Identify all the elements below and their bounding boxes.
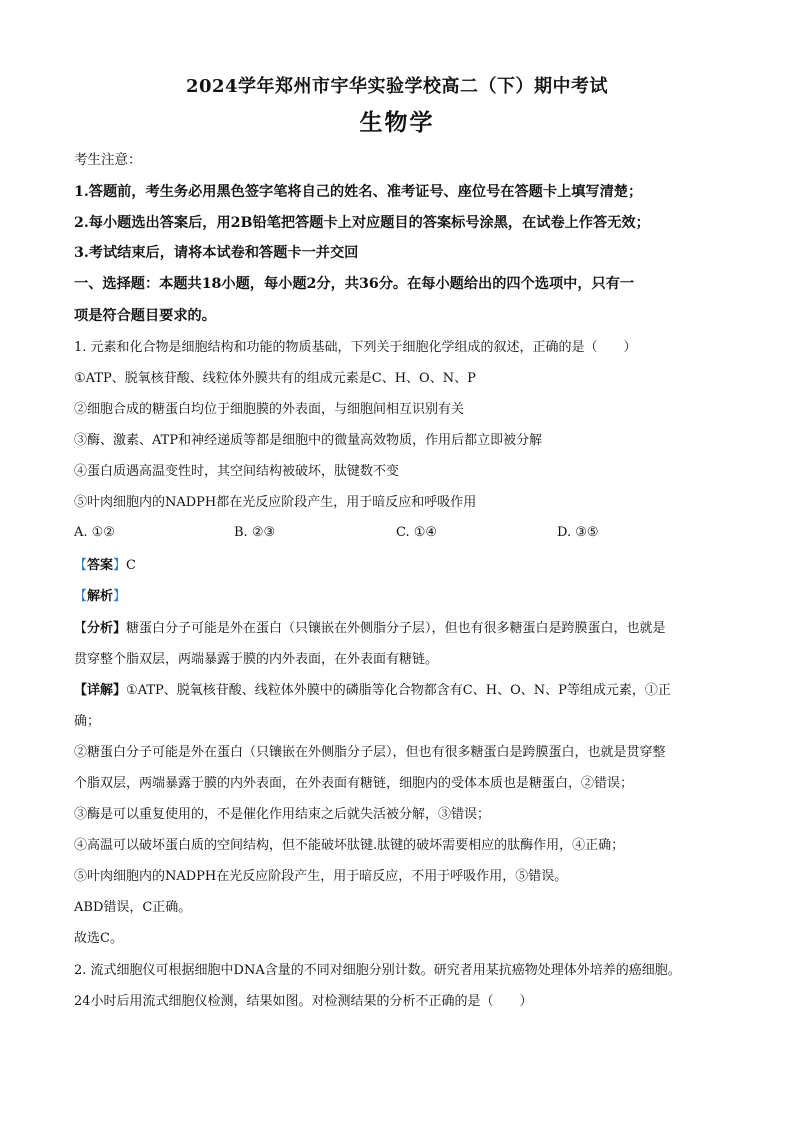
subject-title: 生物学 — [359, 109, 435, 136]
fenxi-tag: 分析 — [87, 621, 114, 636]
analysis-tag: 解析 — [87, 589, 114, 604]
q1-detail-line-7: ⑤叶肉细胞内的NADPH在光反应阶段产生，用于暗反应，不用于呼吸作用，⑤错误。 — [74, 869, 568, 884]
q1-fenxi-line-2: 贯穿整个脂双层，两端暴露于膜的内外表面，在外表面有糖链。 — [74, 652, 439, 667]
q1-detail-line-6: ④高温可以破坏蛋白质的空间结构，但不能破坏肽键.肽键的破坏需要相应的肽酶作用，④正确； — [74, 838, 625, 853]
q1-option-c: C. ①④ — [396, 525, 438, 540]
q1-statement-2: ②细胞合成的糖蛋白均位于细胞膜的外表面，与细胞间相互识别有关 — [74, 402, 465, 417]
q1-analysis-heading: 【解析】 — [74, 589, 127, 604]
exam-title: 2024学年郑州市宇华实验学校高二（下）期中考试 — [185, 76, 609, 97]
q2-stem-line-1: 2. 流式细胞仪可根据细胞中DNA含量的不同对细胞分别计数。研究者用某抗癌物处理体外培养的癌细胞。 — [74, 963, 681, 978]
q1-option-a: A. ①② — [74, 525, 115, 540]
q1-statement-1: ①ATP、脱氧核苷酸、线粒体外膜共有的组成元素是C、H、O、N、P — [74, 371, 476, 386]
q1-detail-line-3: ②糖蛋白分子可能是外在蛋白（只镶嵌在外侧脂分子层），但也有很多糖蛋白是跨膜蛋白，也就是贯穿整 — [74, 745, 666, 760]
q1-detail-line-5: ③酶是可以重复使用的，不是催化作用结束之后就失活被分解，③错误； — [74, 807, 491, 822]
answer-value: C — [126, 558, 136, 573]
section-heading-line2: 项是符合题目要求的。 — [74, 308, 216, 324]
q1-detail-line-2: 确； — [74, 714, 101, 729]
q1-statement-4: ④蛋白质遇高温变性时，其空间结构被破坏，肽键数不变 — [74, 464, 400, 479]
notice-item-1: 1.答题前，考生务必用黑色签字笔将自己的姓名、准考证号、座位号在答题卡上填写清楚； — [74, 184, 643, 200]
q1-statement-5: ⑤叶肉细胞内的NADPH都在光反应阶段产生，用于暗反应和呼吸作用 — [74, 495, 477, 510]
notice-item-2: 2.每小题选出答案后，用2B铅笔把答题卡上对应题目的答案标号涂黑，在试卷上作答无效； — [74, 215, 650, 231]
q1-detail-line-8: ABD错误，C正确。 — [74, 900, 192, 915]
answer-tag: 答案 — [87, 558, 114, 573]
q2-stem-line-2: 24小时后用流式细胞仪检测，结果如图。对检测结果的分析不正确的是（ ） — [74, 994, 533, 1009]
q1-option-d: D. ③⑤ — [557, 525, 599, 540]
notice-heading: 考生注意： — [74, 152, 142, 168]
q1-detail-line-9: 故选C。 — [74, 931, 123, 946]
q1-stem: 1. 元素和化合物是细胞结构和功能的物质基础，下列关于细胞化学组成的叙述，正确的是（ ） — [74, 340, 637, 355]
q1-option-b: B. ②③ — [234, 525, 276, 540]
detail-tag: 详解 — [87, 683, 114, 698]
section-heading-line1: 一、选择题：本题共18小题，每小题2分，共36分。在每小题给出的四个选项中，只有一 — [74, 276, 635, 292]
q1-detail-line-4: 个脂双层，两端暴露于膜的内外表面，在外表面有糖链，细胞内的受体本质也是糖蛋白，②错误； — [74, 776, 634, 791]
q1-statement-3: ③酶、激素、ATP和神经递质等都是细胞中的微量高效物质，作用后都立即被分解 — [74, 433, 543, 448]
q1-answer: 【答案】C — [74, 558, 136, 573]
q1-fenxi-line-1: 【分析】糖蛋白分子可能是外在蛋白（只镶嵌在外侧脂分子层），但也有很多糖蛋白是跨膜蛋白，也就是 — [74, 621, 666, 636]
q1-detail-line-1: 【详解】①ATP、脱氧核苷酸、线粒体外膜中的磷脂等化合物都含有C、H、O、N、P等组成元素，①正 — [74, 683, 671, 698]
notice-item-3: 3.考试结束后，请将本试卷和答题卡一并交回 — [74, 245, 359, 261]
